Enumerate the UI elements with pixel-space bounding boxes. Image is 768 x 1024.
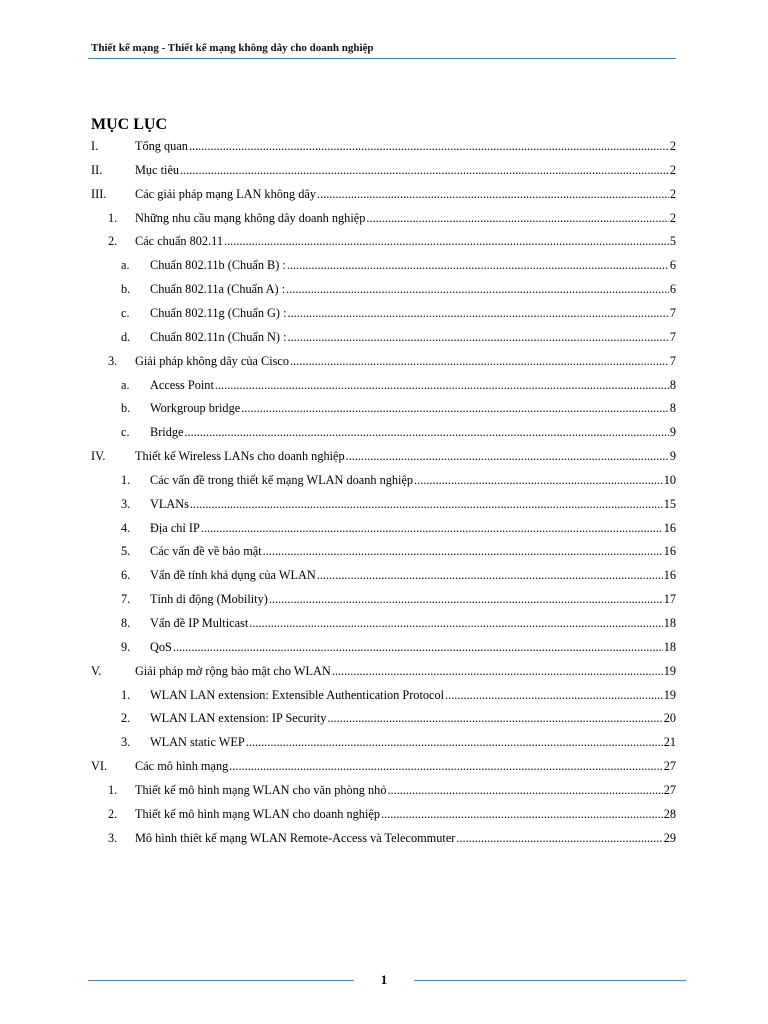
- header-title: Thiết kế mạng - Thiết kế mạng không dây cho doanh nghiệp: [91, 42, 374, 54]
- toc-entry-page: 18: [663, 640, 676, 654]
- toc-entry-number: c.: [121, 425, 130, 439]
- toc-entry[interactable]: [108, 233, 676, 249]
- footer-rule-left: [88, 980, 354, 981]
- toc-entry-label: WLAN LAN extension: IP Security: [150, 711, 327, 725]
- footer-rule-right: [414, 980, 686, 981]
- toc-entry[interactable]: [121, 591, 676, 607]
- toc-entry[interactable]: [121, 543, 676, 559]
- toc-entry-label: Tính di động (Mobility): [150, 592, 268, 606]
- toc-entry-label: VLANs: [150, 497, 189, 511]
- toc-entry-page: 9: [669, 425, 676, 439]
- toc-entry-number: VI.: [91, 759, 108, 773]
- toc-entry-page: 16: [663, 568, 676, 582]
- toc-entry-number: 1.: [121, 688, 131, 702]
- toc-entry-page: 16: [663, 544, 676, 558]
- toc-entry-label: Các vấn đề trong thiết kế mạng WLAN doanh nghiệp: [150, 473, 414, 487]
- toc-entry-label: Các vấn đề về bảo mật: [150, 544, 262, 558]
- toc-leader-dots: [263, 543, 663, 559]
- toc-entry[interactable]: [91, 162, 676, 178]
- toc-entry[interactable]: [121, 329, 676, 345]
- toc-entry-number: I.: [91, 139, 99, 153]
- toc-entry-page: 21: [663, 735, 676, 749]
- toc-leader-dots: [381, 806, 663, 822]
- toc-entry-number: 8.: [121, 616, 131, 630]
- toc-entry-label: Chuẩn 802.11a (Chuẩn A) :: [150, 282, 286, 296]
- toc-entry-label: Chuẩn 802.11n (Chuẩn N) :: [150, 330, 287, 344]
- toc-entry[interactable]: [108, 830, 676, 846]
- toc-entry-number: II.: [91, 163, 103, 177]
- toc-entry[interactable]: [121, 520, 676, 536]
- toc-entry-page: 18: [663, 616, 676, 630]
- toc-entry-number: IV.: [91, 449, 106, 463]
- toc-leader-dots: [190, 496, 663, 512]
- toc-entry[interactable]: [91, 663, 676, 679]
- toc-entry-number: 1.: [108, 783, 118, 797]
- toc-entry-number: 3.: [121, 497, 131, 511]
- toc-leader-dots: [317, 186, 669, 202]
- toc-entry-label: Giải pháp mở rộng bảo mật cho WLAN: [135, 664, 331, 678]
- toc-entry-number: a.: [121, 258, 130, 272]
- toc-leader-dots: [201, 520, 663, 536]
- header-rule: [88, 58, 676, 59]
- toc-entry[interactable]: [91, 448, 676, 464]
- toc-entry-label: WLAN static WEP: [150, 735, 245, 749]
- toc-entry[interactable]: [121, 496, 676, 512]
- toc-entry-number: III.: [91, 187, 107, 201]
- toc-entry[interactable]: [121, 305, 676, 321]
- toc-entry[interactable]: [91, 186, 676, 202]
- toc-entry-number: c.: [121, 306, 130, 320]
- toc-entry[interactable]: [108, 806, 676, 822]
- toc-entry-page: 8: [669, 401, 676, 415]
- toc-entry-page: 19: [663, 688, 676, 702]
- toc-entry-page: 5: [669, 234, 676, 248]
- toc-entry[interactable]: [121, 615, 676, 631]
- toc-entry-label: Những nhu cầu mạng không dây doanh nghiệp: [135, 211, 366, 225]
- toc-entry[interactable]: [121, 639, 676, 655]
- toc-entry-page: 27: [663, 759, 676, 773]
- toc-title: MỤC LỤC: [91, 116, 167, 133]
- toc-entry-label: Tổng quan: [135, 139, 188, 153]
- toc-entry[interactable]: [91, 758, 676, 774]
- toc-entry-label: Các chuẩn 802.11: [135, 234, 223, 248]
- toc-entry-page: 2: [669, 139, 676, 153]
- toc-entry-page: 20: [663, 711, 676, 725]
- toc-entry-page: 17: [663, 592, 676, 606]
- toc-entry-number: d.: [121, 330, 131, 344]
- toc-leader-dots: [346, 448, 669, 464]
- toc-entry-label: Mô hình thiêt kế mạng WLAN Remote-Access và Telecommuter: [135, 831, 456, 845]
- toc-entry-label: QoS: [150, 640, 172, 654]
- toc-leader-dots: [414, 472, 663, 488]
- toc-entry[interactable]: [108, 210, 676, 226]
- toc-entry[interactable]: [121, 281, 676, 297]
- toc-entry-page: 6: [669, 282, 676, 296]
- toc-entry-number: 2.: [108, 234, 118, 248]
- toc-entry[interactable]: [121, 472, 676, 488]
- toc-entry[interactable]: [121, 400, 676, 416]
- toc-entry[interactable]: [121, 687, 676, 703]
- toc-leader-dots: [327, 710, 662, 726]
- toc-entry-page: 19: [663, 664, 676, 678]
- toc-entry-page: 27: [663, 783, 676, 797]
- toc-entry[interactable]: [121, 424, 676, 440]
- toc-entry-label: Vấn đề tính khả dụng của WLAN: [150, 568, 316, 582]
- toc-entry-number: b.: [121, 282, 131, 296]
- toc-entry-number: 2.: [108, 807, 118, 821]
- toc-entry-number: 9.: [121, 640, 131, 654]
- toc-entry-label: Access Point: [150, 378, 214, 392]
- toc-leader-dots: [246, 734, 663, 750]
- toc-leader-dots: [290, 353, 669, 369]
- toc-leader-dots: [332, 663, 663, 679]
- toc-entry-number: 1.: [121, 473, 131, 487]
- toc-entry-label: Chuẩn 802.11g (Chuẩn G) :: [150, 306, 287, 320]
- toc-leader-dots: [249, 615, 662, 631]
- toc-leader-dots: [180, 162, 669, 178]
- toc-entry-number: 5.: [121, 544, 131, 558]
- toc-entry[interactable]: [108, 353, 676, 369]
- toc-leader-dots: [241, 400, 669, 416]
- toc-entry-label: Vấn đề IP Multicast: [150, 616, 249, 630]
- toc-leader-dots: [387, 782, 662, 798]
- toc-entry-number: 6.: [121, 568, 131, 582]
- toc-entry-page: 10: [663, 473, 676, 487]
- toc-leader-dots: [184, 424, 668, 440]
- toc-entry-number: 7.: [121, 592, 131, 606]
- toc-entry[interactable]: [108, 782, 676, 798]
- toc-leader-dots: [286, 281, 669, 297]
- toc-entry-label: Workgroup bridge: [150, 401, 241, 415]
- toc-entry-label: Địa chỉ IP: [150, 521, 200, 535]
- toc-entry[interactable]: [121, 734, 676, 750]
- toc-entry-label: Giải pháp không dây của Cisco: [135, 354, 290, 368]
- toc-leader-dots: [229, 758, 662, 774]
- toc-leader-dots: [287, 257, 669, 273]
- toc-entry[interactable]: [121, 257, 676, 273]
- toc-entry-page: 15: [663, 497, 676, 511]
- toc-entry-page: 16: [663, 521, 676, 535]
- toc-leader-dots: [317, 567, 663, 583]
- toc-entry[interactable]: [121, 567, 676, 583]
- toc-entry-page: 6: [669, 258, 676, 272]
- toc-entry-label: Thiết kế mô hình mạng WLAN cho doanh nghiệp: [135, 807, 380, 821]
- toc-entry-label: Các mô hình mạng: [135, 759, 229, 773]
- toc-entry-page: 29: [663, 831, 676, 845]
- toc-entry[interactable]: [121, 710, 676, 726]
- toc-leader-dots: [288, 329, 669, 345]
- toc-entry-label: Thiết kế Wireless LANs cho doanh nghiệp: [135, 449, 345, 463]
- toc-entry-page: 7: [669, 330, 676, 344]
- toc-entry-number: 2.: [121, 711, 131, 725]
- toc-entry-page: 2: [669, 163, 676, 177]
- toc-entry-number: V.: [91, 664, 102, 678]
- page-number: 1: [380, 972, 388, 987]
- toc-entry-label: Thiết kế mô hình mạng WLAN cho văn phòng nhỏ: [135, 783, 387, 797]
- toc-entry-label: Mục tiêu: [135, 163, 180, 177]
- toc-entry-label: Chuẩn 802.11b (Chuẩn B) :: [150, 258, 286, 272]
- toc-leader-dots: [288, 305, 669, 321]
- toc-entry-label: Bridge: [150, 425, 184, 439]
- toc-entry-number: 3.: [108, 831, 118, 845]
- toc-entry-label: WLAN LAN extension: Extensible Authentication Protocol: [150, 688, 445, 702]
- toc-leader-dots: [366, 210, 668, 226]
- toc-entry-number: 3.: [108, 354, 118, 368]
- toc-entry-page: 28: [663, 807, 676, 821]
- toc-entry-page: 9: [669, 449, 676, 463]
- toc-entry-page: 2: [669, 187, 676, 201]
- toc-leader-dots: [269, 591, 663, 607]
- toc-entry-number: b.: [121, 401, 131, 415]
- toc-entry-number: a.: [121, 378, 130, 392]
- toc-leader-dots: [445, 687, 663, 703]
- toc-entry-page: 7: [669, 354, 676, 368]
- toc-entry[interactable]: [121, 377, 676, 393]
- toc-entry-page: 8: [669, 378, 676, 392]
- toc-leader-dots: [189, 138, 669, 154]
- toc-leader-dots: [173, 639, 663, 655]
- toc-leader-dots: [224, 233, 669, 249]
- toc-leader-dots: [456, 830, 662, 846]
- toc-leader-dots: [215, 377, 669, 393]
- toc-entry-number: 3.: [121, 735, 131, 749]
- toc-entry[interactable]: [91, 138, 676, 154]
- toc-entry-page: 2: [669, 211, 676, 225]
- toc-entry-number: 1.: [108, 211, 118, 225]
- toc-entry-label: Các giải pháp mạng LAN không dây: [135, 187, 316, 201]
- toc-entry-number: 4.: [121, 521, 131, 535]
- toc-entry-page: 7: [669, 306, 676, 320]
